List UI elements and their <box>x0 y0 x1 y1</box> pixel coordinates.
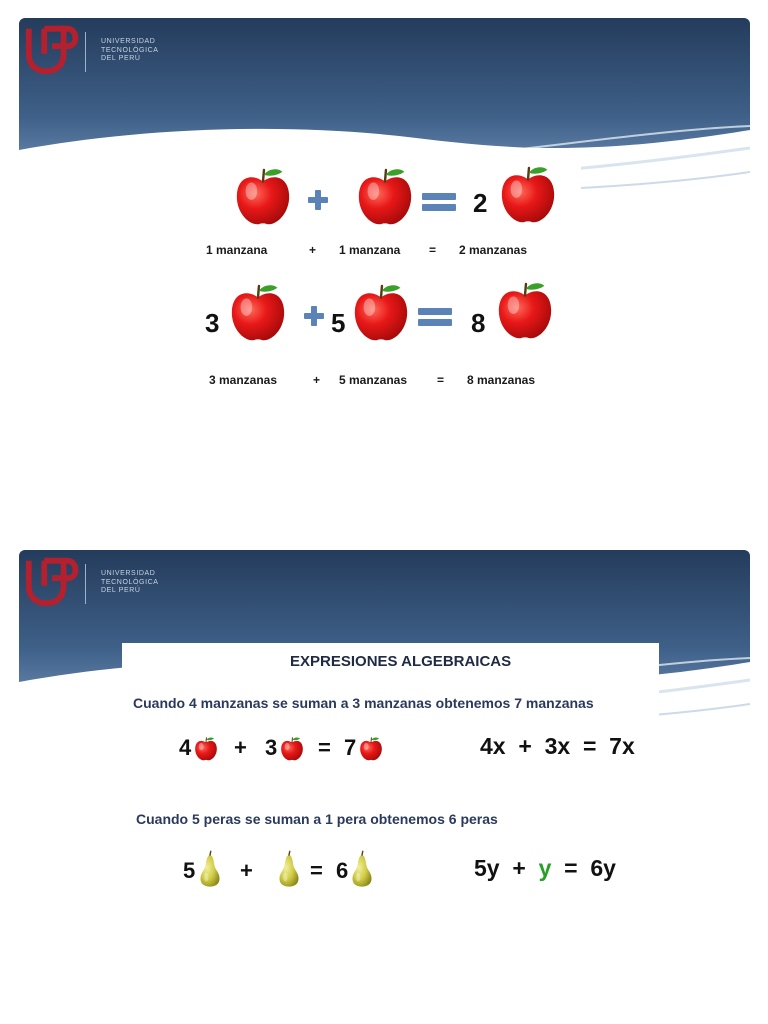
logo-divider <box>85 564 86 604</box>
apple-icon <box>229 282 287 344</box>
apple-icon <box>280 731 304 767</box>
count-number: 3 <box>205 308 220 338</box>
logo-line: DEL PERÚ <box>101 587 141 594</box>
plus-icon <box>302 304 326 328</box>
apple-icon <box>496 280 554 342</box>
equation-equals: = <box>318 735 331 760</box>
count-number: 5 <box>331 308 346 338</box>
equation-number: 5 <box>183 858 196 883</box>
caption-right: 2 manzanas <box>459 243 528 257</box>
logo-line: UNIVERSIDAD <box>101 38 156 45</box>
university-logo <box>23 24 173 74</box>
logo-divider <box>85 32 86 72</box>
utp-logo-mark-icon <box>23 556 81 606</box>
apple-icon <box>234 166 292 228</box>
logo-line: UNIVERSIDAD <box>101 570 156 577</box>
equation-number: 6 <box>336 858 349 883</box>
apple-icon <box>356 166 414 228</box>
apples-sentence: Cuando 4 manzanas se suman a 3 manzanas obtenemos 7 manzanas <box>133 695 594 711</box>
logo-text <box>101 38 159 64</box>
caption-right: 8 manzanas <box>467 373 536 387</box>
algebraic-expression-y <box>474 855 616 882</box>
equation-plus: + <box>234 735 247 760</box>
logo-line: TECNOLÓGICA <box>101 46 159 54</box>
pear-icon <box>351 847 373 891</box>
utp-logo-mark-icon <box>23 24 81 74</box>
caption-middle: 1 manzana <box>339 243 401 257</box>
algebraic-expression-x: 4x + 3x = 7x <box>480 733 635 759</box>
pear-icon <box>278 847 300 891</box>
caption-middle: 5 manzanas <box>339 373 408 387</box>
equation-number: 7 <box>344 735 357 760</box>
algebraic-expressions-panel <box>122 643 659 953</box>
caption-plus: + <box>309 243 317 257</box>
term-plus: + <box>512 855 526 881</box>
term-5y: 5y <box>474 855 500 881</box>
apple-icon <box>352 282 410 344</box>
apple-icon <box>194 731 218 767</box>
caption-left: 3 manzanas <box>209 373 278 387</box>
term-equals: = <box>564 855 578 881</box>
logo-line: TECNOLÓGICA <box>101 578 159 586</box>
caption-plus: + <box>313 373 321 387</box>
equation-equals: = <box>310 858 323 883</box>
slide-title: EXPRESIONES ALGEBRAICAS <box>290 653 512 670</box>
term-y: y <box>538 855 552 881</box>
result-number: 8 <box>471 308 486 338</box>
caption-equals: = <box>429 243 437 257</box>
caption-equals: = <box>437 373 445 387</box>
apple-icon <box>499 164 557 226</box>
equation-number: 4 <box>179 735 192 760</box>
apple-icon <box>359 731 383 767</box>
slide-2 <box>19 550 750 1020</box>
result-number: 2 <box>473 188 488 218</box>
term-6y: 6y <box>590 855 616 881</box>
equation-plus: + <box>240 858 253 883</box>
pear-icon <box>199 847 221 891</box>
plus-icon <box>306 188 330 212</box>
pears-sentence: Cuando 5 peras se suman a 1 pera obtenemos 6 peras <box>136 811 498 827</box>
apples-illustration <box>189 148 581 398</box>
equals-icon <box>421 190 457 214</box>
logo-text <box>101 570 159 596</box>
caption-left: 1 manzana <box>206 243 268 257</box>
university-logo <box>23 556 173 606</box>
logo-line: DEL PERÚ <box>101 55 141 62</box>
slide-1 <box>19 18 750 488</box>
equals-icon <box>417 305 453 329</box>
equation-number: 3 <box>265 735 278 760</box>
